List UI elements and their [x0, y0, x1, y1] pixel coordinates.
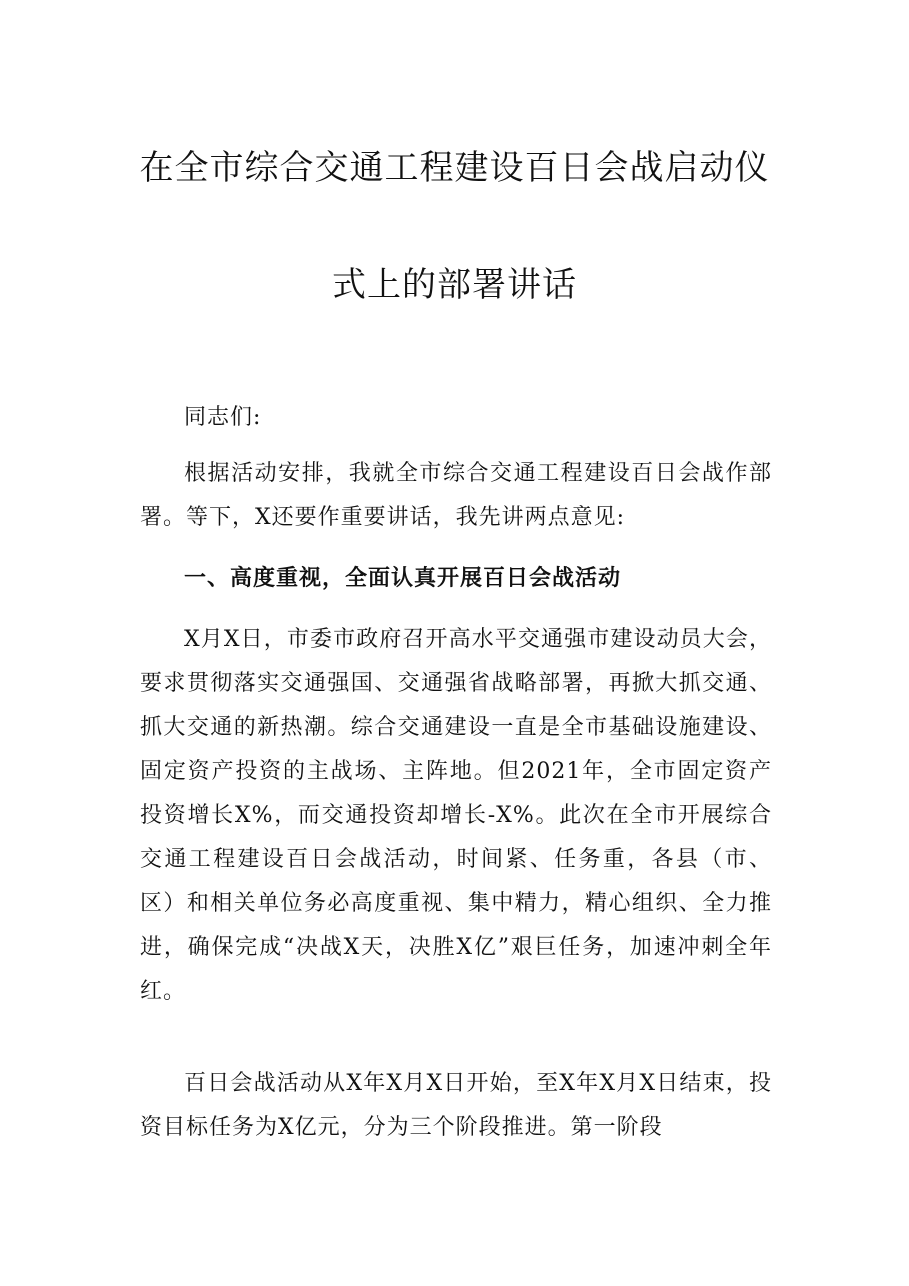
salutation — [140, 396, 772, 440]
paragraph-3-text: 百日会战活动从X年X月X日开始，至X年X月X日结束，投资目标任务为X亿元，分为三个阶段推进。第一阶段 — [140, 1071, 772, 1140]
document-title-line-2: 式上的部署讲话 — [332, 265, 577, 305]
section-heading-1 — [140, 557, 772, 601]
salutation-text: 同志们: — [184, 405, 262, 430]
paragraph-2 — [140, 618, 772, 1014]
paragraph-1-text: 根据活动安排，我就全市综合交通工程建设百日会战作部署。等下，X还要作重要讲话，我先讲两点意见: — [140, 461, 772, 530]
paragraph-3 — [140, 1062, 772, 1150]
document-title-line-1: 在全市综合交通工程建设百日会战启动仪 — [139, 148, 770, 188]
paragraph-1 — [140, 452, 772, 540]
section-heading-1-text: 一、高度重视，全面认真开展百日会战活动 — [184, 566, 622, 591]
paragraph-2-text: X月X日，市委市政府召开高水平交通强市建设动员大会，要求贯彻落实交通强国、交通强省战略部署，再掀大抓交通、抓大交通的新热潮。综合交通建设一直是全市基础设施建设、固定资产投资的主战场、主阵地。但2021年，全市固定资产投资增长X%，而交通投资却增长-X%。此次在全市开展综合交通工程建设百日会战活动，时间紧、任务重，各县（市、区）和相关单位务必高度重视、集中精力，精心组织、全力推进，确保完成“决战X天，决胜X亿”艰巨任务，加速冲刺全年红。 — [140, 627, 772, 1004]
